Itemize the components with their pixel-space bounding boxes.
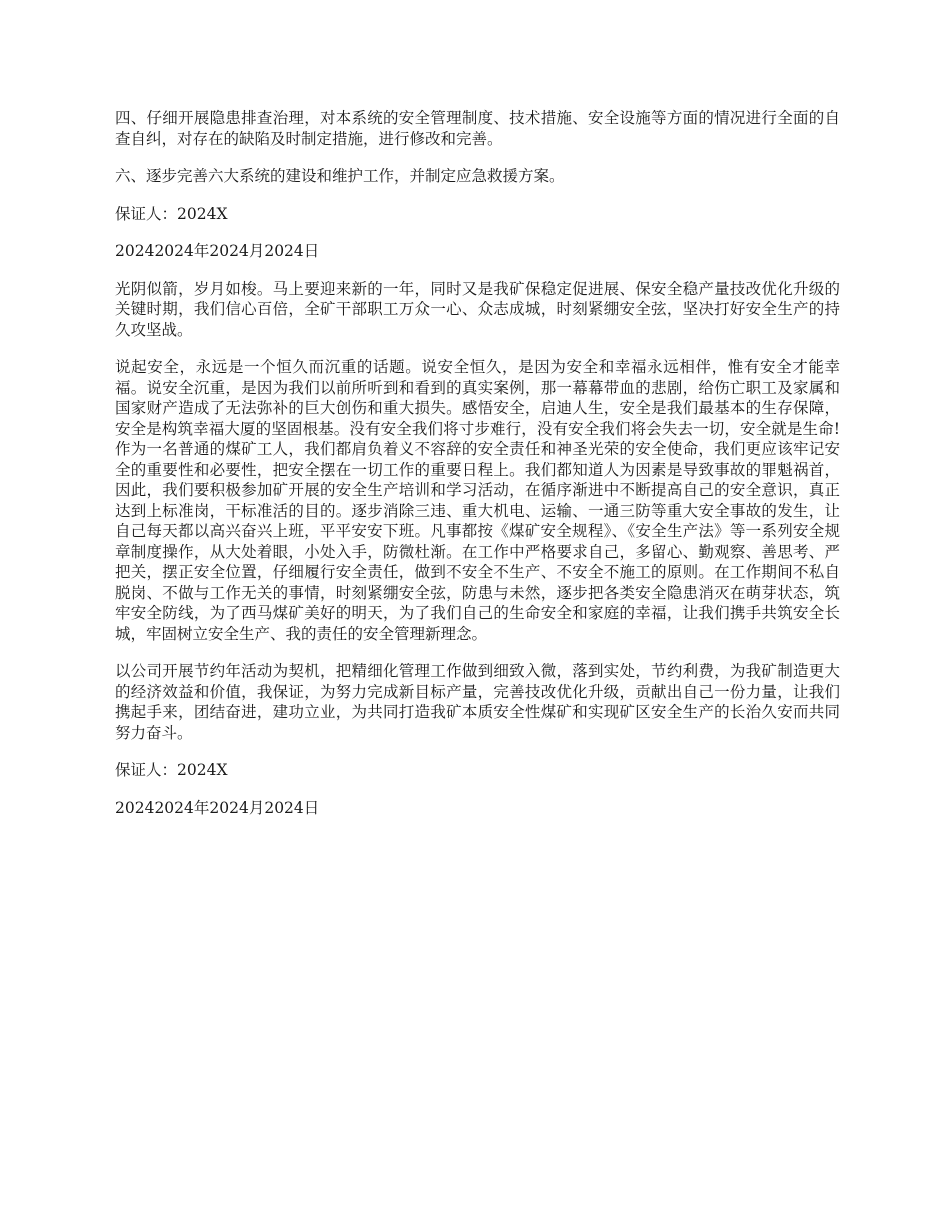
date-line-2: 20242024年2024月2024日 bbox=[115, 798, 320, 817]
paragraph-saving-activity: 以公司开展节约年活动为契机，把精细化管理工作做到细致入微，落到实处，节约利费，为我矿制造更大的经济效益和价值，我保证，为努力完成新目标产量，完善技改优化升级，贡献出自己一份力量，让我们携起手来，团结奋进，建功立业，为共同打造我矿本质安全性煤矿和实现矿区安全生产的长治久安而共同努力奋斗。 bbox=[115, 662, 840, 742]
document-page bbox=[115, 108, 840, 835]
paragraph-item-6-six-systems: 六、逐步完善六大系统的建设和维护工作，并制定应急救援方案。 bbox=[115, 167, 565, 185]
paragraph-safety-discussion: 说起安全，永远是一个恒久而沉重的话题。说安全恒久，是因为安全和幸福永远相伴，惟有安全才能幸福。说安全沉重，是因为我们以前所听到和看到的真实案例，那一幕幕带血的悲剧，给伤亡职工及家属和国家财产造成了无法弥补的巨大创伤和重大损失。感悟安全，启迪人生，安全是我们最基本的生存保障，安全是构筑幸福大厦的坚固根基。没有安全我们将寸步难行，没有安全我们将会失去一切，安全就是生命!作为一名普通的煤矿工人，我们都肩负着义不容辞的安全责任和神圣光荣的安全使命，我们更应该牢记安全的重要性和必要性，把安全摆在一切工作的重要日程上。我们都知道人为因素是导致事故的罪魁祸首，因此，我们要积极参加矿开展的安全生产培训和学习活动，在循序渐进中不断提高自己的安全意识，真正达到上标准岗，干标准活的目的。逐步消除三违、重大机电、运输、一通三防等重大安全事故的发生，让自己每天都以高兴奋兴上班，平平安安下班。凡事都按《煤矿安全规程》、《安全生产法》等一系列安全规章制度操作，从大处着眼，小处入手，防微杜渐。在工作中严格要求自己，多留心、勤观察、善思考、严把关，摆正安全位置，仔细履行安全责任，做到不安全不生产、不安全不施工的原则。在工作期间不私自脱岗、不做与工作无关的事情，时刻紧绷安全弦，防患与未然，逐步把各类安全隐患消灭在萌芽状态，筑牢安全防线，为了西马煤矿美好的明天，为了我们自己的生命安全和家庭的幸福，让我们携手共筑安全长城，牢固树立安全生产、我的责任的安全管理新理念。 bbox=[115, 358, 840, 643]
paragraph-item-4-hazard-inspection: 四、仔细开展隐患排查治理，对本系统的安全管理制度、技术措施、安全设施等方面的情况进行全面的自查自纠，对存在的缺陷及时制定措施，进行修改和完善。 bbox=[115, 109, 840, 148]
guarantor-line-2: 保证人：2024X bbox=[115, 761, 228, 779]
date-line: 20242024年2024月2024日 bbox=[115, 242, 320, 260]
paragraph-new-year-intro: 光阴似箭，岁月如梭。马上要迎来新的一年，同时又是我矿保稳定促进展、保安全稳产量技改优化升级的关键时期，我们信心百倍，全矿干部职工万众一心、众志成城，时刻紧绷安全弦，坚决打好安全生产的持久攻坚战。 bbox=[115, 279, 840, 339]
guarantor-line: 保证人：2024X bbox=[115, 204, 228, 223]
